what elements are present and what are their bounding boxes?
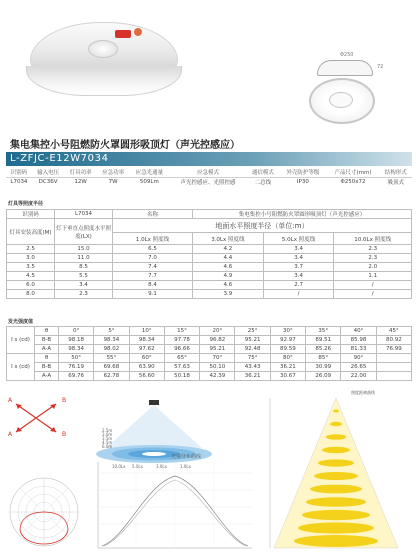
cell: 36.21: [270, 363, 305, 372]
cell: /: [263, 290, 334, 299]
cell: 1.1: [334, 272, 412, 281]
cell: 4.2: [193, 245, 264, 254]
spec-v: 吸顶式: [379, 177, 412, 186]
spec-v: Φ250x72: [327, 177, 380, 186]
cell: 50.18: [164, 372, 199, 381]
intensity-table: [6, 326, 412, 381]
cell: 57.63: [164, 363, 199, 372]
install-height-header: 灯具安装高度(M): [7, 219, 55, 245]
cell: 26.65: [341, 363, 376, 372]
spec-h: 结构形式: [384, 170, 407, 177]
cell: 4.5: [7, 272, 55, 281]
level-10lx: 10.0Lx 照度线: [334, 233, 412, 245]
cd-bb-row-2: [7, 363, 412, 372]
label-b-top: B: [62, 397, 67, 404]
cell: 85.26: [306, 345, 341, 354]
spec-h: 外壳防护等级: [286, 170, 320, 177]
height-60: 6.0m: [102, 444, 113, 449]
cell: 2.3: [55, 290, 113, 299]
height-25: 2.5m: [102, 428, 113, 433]
red-indicator: [115, 30, 131, 38]
cell: 5.5: [55, 272, 113, 281]
spec-h: 通信模式: [251, 170, 274, 177]
cell: 56.60: [129, 372, 164, 381]
illuminance-table: [6, 209, 412, 299]
cell: 81.33: [341, 345, 376, 354]
cell: 89.59: [270, 345, 305, 354]
cell: 30.99: [306, 363, 341, 372]
angle: 35°: [306, 327, 341, 336]
cell: 36.21: [235, 372, 270, 381]
cell: 2.3: [334, 254, 412, 263]
cell: 8.4: [113, 281, 193, 290]
id-value: L7034: [55, 210, 113, 219]
cell: 3.5: [7, 263, 55, 272]
cell: 98.02: [94, 345, 129, 354]
spec-v: IP30: [279, 177, 326, 186]
product-title: 集电集控小号阻燃防火罩圆形吸顶灯（声光控感应）: [10, 140, 240, 151]
angle: 50°: [59, 354, 94, 363]
theta-header: θ: [35, 354, 59, 363]
photometric-diagrams: [6, 388, 412, 554]
cell: 9.1: [113, 290, 193, 299]
ill-header-row: [7, 219, 412, 233]
spec-v: 7W: [97, 177, 130, 186]
direction-arrows: [8, 397, 66, 438]
level-1lx: 1.0Lx 照度线: [113, 233, 193, 245]
cell: /: [334, 290, 412, 299]
cell: 85.98: [341, 336, 376, 345]
ill-row: [7, 272, 412, 281]
right-title: 照度距离曲线: [351, 390, 375, 395]
angle: 40°: [341, 327, 376, 336]
cell: 7.0: [113, 254, 193, 263]
cell: 2.0: [334, 263, 412, 272]
angle: 10°: [129, 327, 164, 336]
spec-header-row: [6, 168, 412, 177]
cell: 3.7: [263, 263, 334, 272]
cell: 76.19: [59, 363, 94, 372]
cell: 95.21: [235, 336, 270, 345]
spec-h: 输入电压: [37, 170, 60, 177]
spec-table: [6, 168, 412, 186]
label-b-bottom: B: [62, 431, 67, 438]
angle: 60°: [129, 354, 164, 363]
cell: 69.68: [94, 363, 129, 372]
id-label: 识别码: [7, 210, 55, 219]
cd-angle-row-1: [7, 327, 412, 336]
intensity-section-label: 发光强度值: [8, 319, 34, 325]
empty-cell: [376, 363, 411, 372]
cd-angle-row-2: [7, 354, 412, 363]
lamp-top-drawing: [309, 78, 375, 132]
cell: 97.78: [164, 336, 199, 345]
level-5lx: 5.0Lx 照度线: [263, 233, 334, 245]
cell: 3.4: [263, 245, 334, 254]
ring-1lx: 1.0Lx: [180, 464, 191, 469]
spec-v: 声光控感应、光照控感: [169, 177, 246, 186]
cell: 89.51: [306, 336, 341, 345]
spec-v: 509Lm: [129, 177, 169, 186]
product-hero: [0, 0, 418, 135]
cell: 4.9: [193, 272, 264, 281]
cell: 3.9: [193, 290, 264, 299]
cell: 8.5: [55, 263, 113, 272]
angle: 70°: [200, 354, 235, 363]
cd-bb-row-1: [7, 336, 412, 345]
cell: 96.66: [164, 345, 199, 354]
polar-plot: [10, 478, 78, 546]
cell: 4.6: [193, 281, 264, 290]
illuminance-section-label: 灯具等照度半径: [8, 201, 44, 207]
height-45: 4.5m: [102, 440, 113, 445]
ill-row: [7, 281, 412, 290]
cell: 50.10: [200, 363, 235, 372]
empty-cell: [376, 372, 411, 381]
angle: 45°: [376, 327, 411, 336]
angle: 20°: [200, 327, 235, 336]
spec-h: 应急光通量: [135, 170, 164, 177]
cell: 11.0: [55, 254, 113, 263]
cell: 3.4: [55, 281, 113, 290]
angle: 25°: [235, 327, 270, 336]
angle: 55°: [94, 354, 129, 363]
cell: 30.67: [270, 372, 305, 381]
spec-v: DC36V: [32, 177, 65, 186]
ring-3lx: 3.0Lx: [156, 464, 167, 469]
label-a-right: A: [8, 397, 13, 404]
ill-id-row: [7, 210, 412, 219]
angle: 90°: [341, 354, 376, 363]
cell: 43.43: [235, 363, 270, 372]
diameter-label: Φ250: [340, 52, 354, 58]
cell: 2.3: [334, 245, 412, 254]
cd-aa-row-1: [7, 345, 412, 354]
cell: 98.34: [59, 345, 94, 354]
spec-v: 12W: [64, 177, 97, 186]
height-30: 3.0m: [102, 432, 113, 437]
cell: 80.92: [376, 336, 411, 345]
cell: 98.18: [59, 336, 94, 345]
ring-5lx: 5.0Lx: [132, 464, 143, 469]
cell: 2.7: [263, 281, 334, 290]
spec-h: 产品尺寸(mm): [334, 170, 372, 177]
spec-h: 灯具功率: [69, 170, 92, 177]
cell: 62.78: [94, 372, 129, 381]
label-a-left: A: [8, 431, 13, 438]
ill-row: [7, 245, 412, 254]
angle: 65°: [164, 354, 199, 363]
theta-header: θ: [35, 327, 59, 336]
cell: 2.5: [7, 245, 55, 254]
plane-aa: A-A: [35, 345, 59, 354]
angle: 0°: [59, 327, 94, 336]
cell: 26.09: [306, 372, 341, 381]
level-3lx: 3.0Lx 照度线: [193, 233, 264, 245]
cell: 98.34: [129, 336, 164, 345]
plane-bb: B-B: [35, 336, 59, 345]
plane-aa: A-A: [35, 372, 59, 381]
cell: 63.90: [129, 363, 164, 372]
cell: 3.0: [7, 254, 55, 263]
name-value: 集电集控小号阻燃防火罩圆形吸顶灯（声光控感应）: [193, 210, 412, 219]
ring-10lx: 10.0Lx: [112, 464, 126, 469]
is-cd-label: I s (cd): [7, 354, 35, 381]
illuminance-distance-chart: [270, 389, 398, 548]
center-lux-header: 灯下垂直点照度水平照度(LX): [55, 219, 113, 245]
curve-title: 光强分布曲线: [171, 454, 202, 460]
spec-h: 应急功率: [102, 170, 125, 177]
cell: 8.0: [7, 290, 55, 299]
spec-v: 二总线: [247, 177, 280, 186]
cell: 42.39: [200, 372, 235, 381]
lamp-side-drawing: [317, 60, 373, 76]
angle: 75°: [235, 354, 270, 363]
cell: 3.4: [263, 254, 334, 263]
height-35: 3.5m: [102, 436, 113, 441]
cell: 97.62: [129, 345, 164, 354]
lamp-bottom: [26, 66, 182, 96]
cell: 22.00: [341, 372, 376, 381]
spec-value-row: [6, 177, 412, 186]
plane-bb: B-B: [35, 363, 59, 372]
orange-indicator: [134, 28, 142, 36]
cell: 3.4: [263, 272, 334, 281]
cell: 4.6: [193, 263, 264, 272]
sensor-dome: [88, 40, 118, 58]
angle: 80°: [270, 354, 305, 363]
cell: 95.21: [200, 345, 235, 354]
angle: 85°: [306, 354, 341, 363]
cell: 92.97: [270, 336, 305, 345]
angle: 30°: [270, 327, 305, 336]
cell: 6.5: [113, 245, 193, 254]
cell: 7.4: [113, 263, 193, 272]
cell: 92.48: [235, 345, 270, 354]
name-label: 名称: [113, 210, 193, 219]
radius-header: 地面水平照度半径（单位:m）: [113, 219, 412, 233]
spec-v: L7034: [6, 177, 32, 186]
angle: 15°: [164, 327, 199, 336]
cell: 7.7: [113, 272, 193, 281]
cell: 76.99: [376, 345, 411, 354]
top-inner: [329, 92, 353, 108]
ill-row: [7, 290, 412, 299]
empty-cell: [376, 354, 411, 363]
cell: 98.34: [94, 336, 129, 345]
spec-h: 应急模式: [196, 170, 219, 177]
model-number: L-ZFJC-E12W7034: [10, 153, 109, 164]
cell: 6.0: [7, 281, 55, 290]
lamp-photo: [30, 22, 178, 98]
is-cd-label: I s (cd): [7, 327, 35, 354]
angle: 5°: [94, 327, 129, 336]
cell: 4.4: [193, 254, 264, 263]
spec-h: 识别码: [10, 170, 28, 177]
height-label: 72: [377, 64, 384, 70]
cell: 96.82: [200, 336, 235, 345]
cell: 69.76: [59, 372, 94, 381]
cd-aa-row-2: [7, 372, 412, 381]
ill-row: [7, 254, 412, 263]
cell: /: [334, 281, 412, 290]
cell: 15.0: [55, 245, 113, 254]
ill-row: [7, 263, 412, 272]
